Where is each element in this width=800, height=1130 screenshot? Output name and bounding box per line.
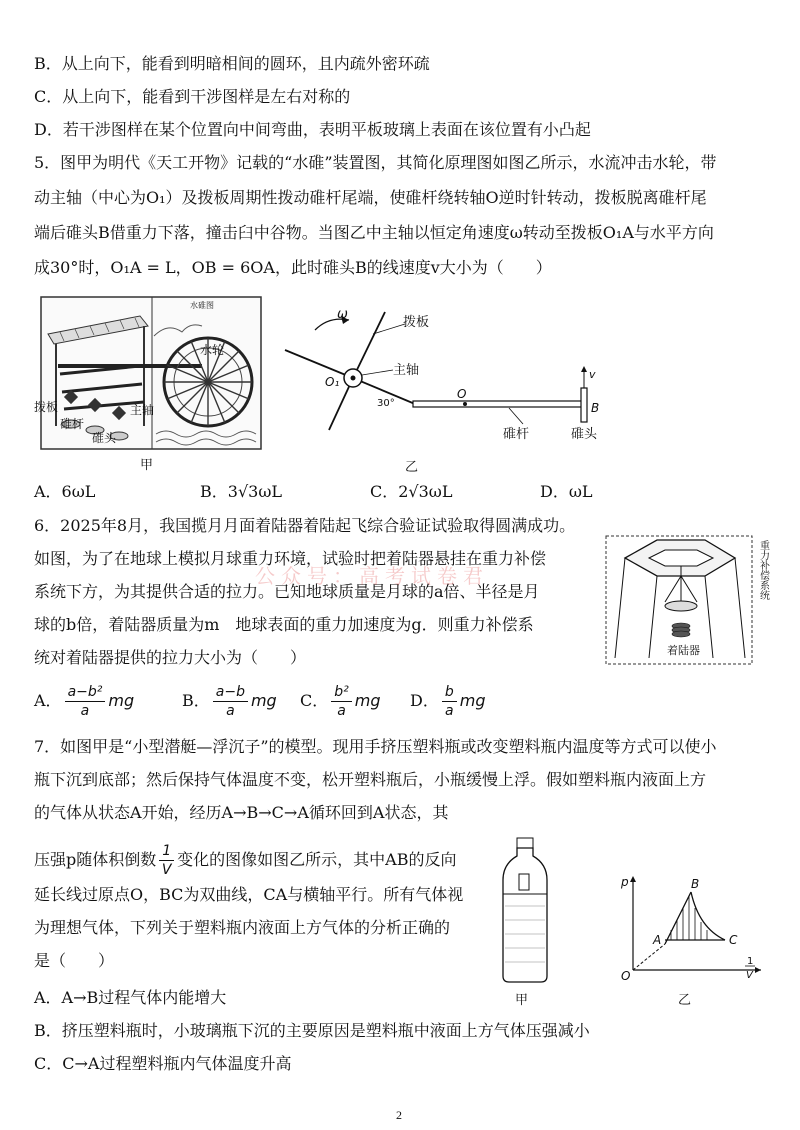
jia-axle-label: 主轴	[130, 403, 155, 417]
q7-figure-jia	[495, 836, 555, 986]
q6-option-d	[410, 683, 485, 720]
page-number: 2	[396, 1108, 402, 1122]
q7-option-b: B．挤压塑料瓶时，小玻璃瓶下沉的主要原因是塑料瓶中液面上方气体压强减小	[34, 1021, 590, 1040]
yi-v-label: v	[589, 368, 596, 381]
q6-stem-line-1: 6．2025年8月，我国揽月月面着陆器着陆起飞综合验证试验取得圆满成功。	[34, 516, 576, 535]
yi-axle-label: 主轴	[393, 363, 420, 378]
yi-o-label: O	[457, 387, 467, 401]
q7-x-axis-num: 1	[747, 956, 754, 967]
q5-fig-yi-caption: 乙	[405, 460, 419, 475]
q6-figure	[605, 530, 775, 670]
yi-b-label: B	[591, 401, 600, 415]
jia-title-label: 水碓图	[190, 301, 214, 310]
q7-line4-end: 变化的图像如图乙所示，其中AB的反向	[177, 850, 457, 869]
q6-option-a-label: A．	[34, 691, 62, 710]
q6-option-b	[182, 683, 277, 720]
q6-option-c-mg: mg	[354, 691, 381, 710]
q7-x-axis-den: V	[746, 970, 753, 981]
q7-stem-line-5: 延长线过原点O，BC为双曲线，CA与横轴平行。所有气体视	[34, 885, 464, 904]
q7-line4-start: 压强p随体积倒数	[34, 850, 157, 869]
jia-head-label: 碓头	[92, 431, 117, 445]
q6-option-b-fraction	[213, 683, 248, 720]
q7-stem-line-6: 为理想气体，下列关于塑料瓶内液面上方气体的分析正确的	[34, 918, 451, 937]
q6-stem-line-3: 系统下方，为其提供合适的拉力。已知地球质量是月球的a倍、半径是月	[34, 582, 540, 601]
yi-o1-label: O₁	[325, 375, 340, 389]
q6-option-b-denominator: a	[226, 703, 235, 719]
q5-option-c: C．2√3ωL	[370, 482, 453, 501]
q6-option-d-mg: mg	[459, 691, 486, 710]
q5-option-a: A．6ωL	[34, 482, 96, 501]
q7-stem-line-1: 7．如图甲是“小型潜艇—浮沉子”的模型。现用手挤压塑料瓶或改变塑料瓶内温度等方式可以使小	[34, 737, 717, 756]
q6-lander-label: 着陆器	[667, 644, 700, 657]
q7-p-axis-label: p	[621, 875, 629, 889]
q5-stem-line-2: 动主轴（中心为O₁）及拨板周期性拨动碓杆尾端，使碓杆绕转轴O逆时针转动，拨板脱离碓杆尾	[34, 188, 707, 207]
q7-point-b-label: B	[691, 877, 700, 891]
q7-frac-num: 1	[159, 842, 174, 861]
q5-stem-line-1: 5．图甲为明代《天工开物》记载的“水碓”装置图，其简化原理图如图乙所示，水流冲击水轮，带	[34, 153, 717, 172]
q6-option-a	[34, 683, 134, 720]
q6-option-a-fraction	[65, 683, 106, 720]
q5-stem-line-4: 成30°时，O₁A = L，OB = 6OA，此时碓头B的线速度v大小为（ ）	[34, 258, 552, 277]
q6-option-d-fraction	[442, 683, 457, 720]
q6-stem-line-2: 如图，为了在地球上模拟月球重力环境，试验时把着陆器悬挂在重力补偿	[34, 549, 547, 568]
jia-pestle-label: 碓杆	[60, 417, 85, 431]
yi-head-label: 碓头	[571, 427, 598, 442]
q6-option-b-mg: mg	[250, 691, 277, 710]
q6-option-c-fraction	[331, 683, 352, 720]
q6-option-d-label: D．	[410, 691, 439, 710]
q7-option-a: A．A→B过程气体内能增大	[34, 988, 227, 1007]
q6-option-d-numerator: b	[442, 683, 457, 702]
q7-stem-line-7: 是（ ）	[34, 951, 115, 970]
q6-stem-line-4: 球的b倍，着陆器质量为m 地球表面的重力加速度为g．则重力补偿系	[34, 615, 534, 634]
q6-system-label: 重力补偿系统	[757, 540, 769, 600]
q6-option-c-denominator: a	[337, 703, 346, 719]
q7-fig-jia-caption: 甲	[515, 993, 529, 1008]
q7-fig-yi-caption: 乙	[678, 993, 692, 1008]
watermark-text: 公众号：高考试卷君	[255, 564, 489, 588]
yi-rod-label: 碓杆	[503, 427, 530, 442]
q4-option-b: B．从上向下，能看到明暗相间的圆环，且内疏外密环疏	[34, 54, 430, 73]
q5-figure-jia	[34, 296, 262, 456]
q7-point-c-label: C	[729, 933, 738, 947]
q6-option-c-label: C．	[300, 691, 329, 710]
q7-stem-line-4	[34, 842, 457, 879]
q5-fig-jia-caption: 甲	[140, 458, 154, 473]
q7-origin-label: O	[621, 969, 631, 983]
q5-figure-yi	[285, 300, 625, 460]
q7-inverse-volume-fraction	[159, 842, 174, 879]
q5-option-d: D．ωL	[540, 482, 593, 501]
q6-option-b-label: B．	[182, 691, 210, 710]
q6-option-b-numerator: a−b	[213, 683, 248, 702]
q7-frac-den: V	[161, 862, 172, 878]
q5-stem-line-3: 端后碓头B借重力下落，撞击臼中谷物。当图乙中主轴以恒定角速度ω转动至拨板O₁A与水平方向	[34, 223, 714, 242]
yi-omega-label: ω	[337, 307, 348, 322]
q7-point-a-label: A	[653, 933, 662, 947]
q7-stem-line-2: 瓶下沉到底部；然后保持气体温度不变，松开塑料瓶后，小瓶缓慢上浮。假如塑料瓶内液面上方	[34, 770, 707, 789]
q7-figure-yi	[615, 874, 765, 984]
jia-wheel-label: 水轮	[200, 343, 225, 357]
q4-option-d: D．若干涉图样在某个位置向中间弯曲，表明平板玻璃上表面在该位置有小凸起	[34, 120, 591, 139]
q7-option-c: C．C→A过程塑料瓶内气体温度升高	[34, 1054, 292, 1073]
yi-paddle-label: 拨板	[403, 315, 430, 330]
q7-stem-line-3: 的气体从状态A开始，经历A→B→C→A循环回到A状态，其	[34, 803, 449, 822]
q6-option-a-mg: mg	[108, 691, 135, 710]
q6-option-a-denominator: a	[80, 703, 90, 719]
yi-angle-label: 30°	[377, 398, 395, 409]
q6-option-a-numerator: a−b²	[65, 683, 106, 702]
q6-option-c-numerator: b²	[331, 683, 352, 702]
q5-option-b: B．3√3ωL	[200, 482, 282, 501]
q6-stem-line-5: 统对着陆器提供的拉力大小为（ ）	[34, 648, 307, 667]
q6-option-d-denominator: a	[444, 703, 454, 719]
jia-paddle-label: 拨板	[34, 400, 59, 414]
q4-option-c: C．从上向下，能看到干涉图样是左右对称的	[34, 87, 351, 106]
q6-option-c	[300, 683, 381, 720]
